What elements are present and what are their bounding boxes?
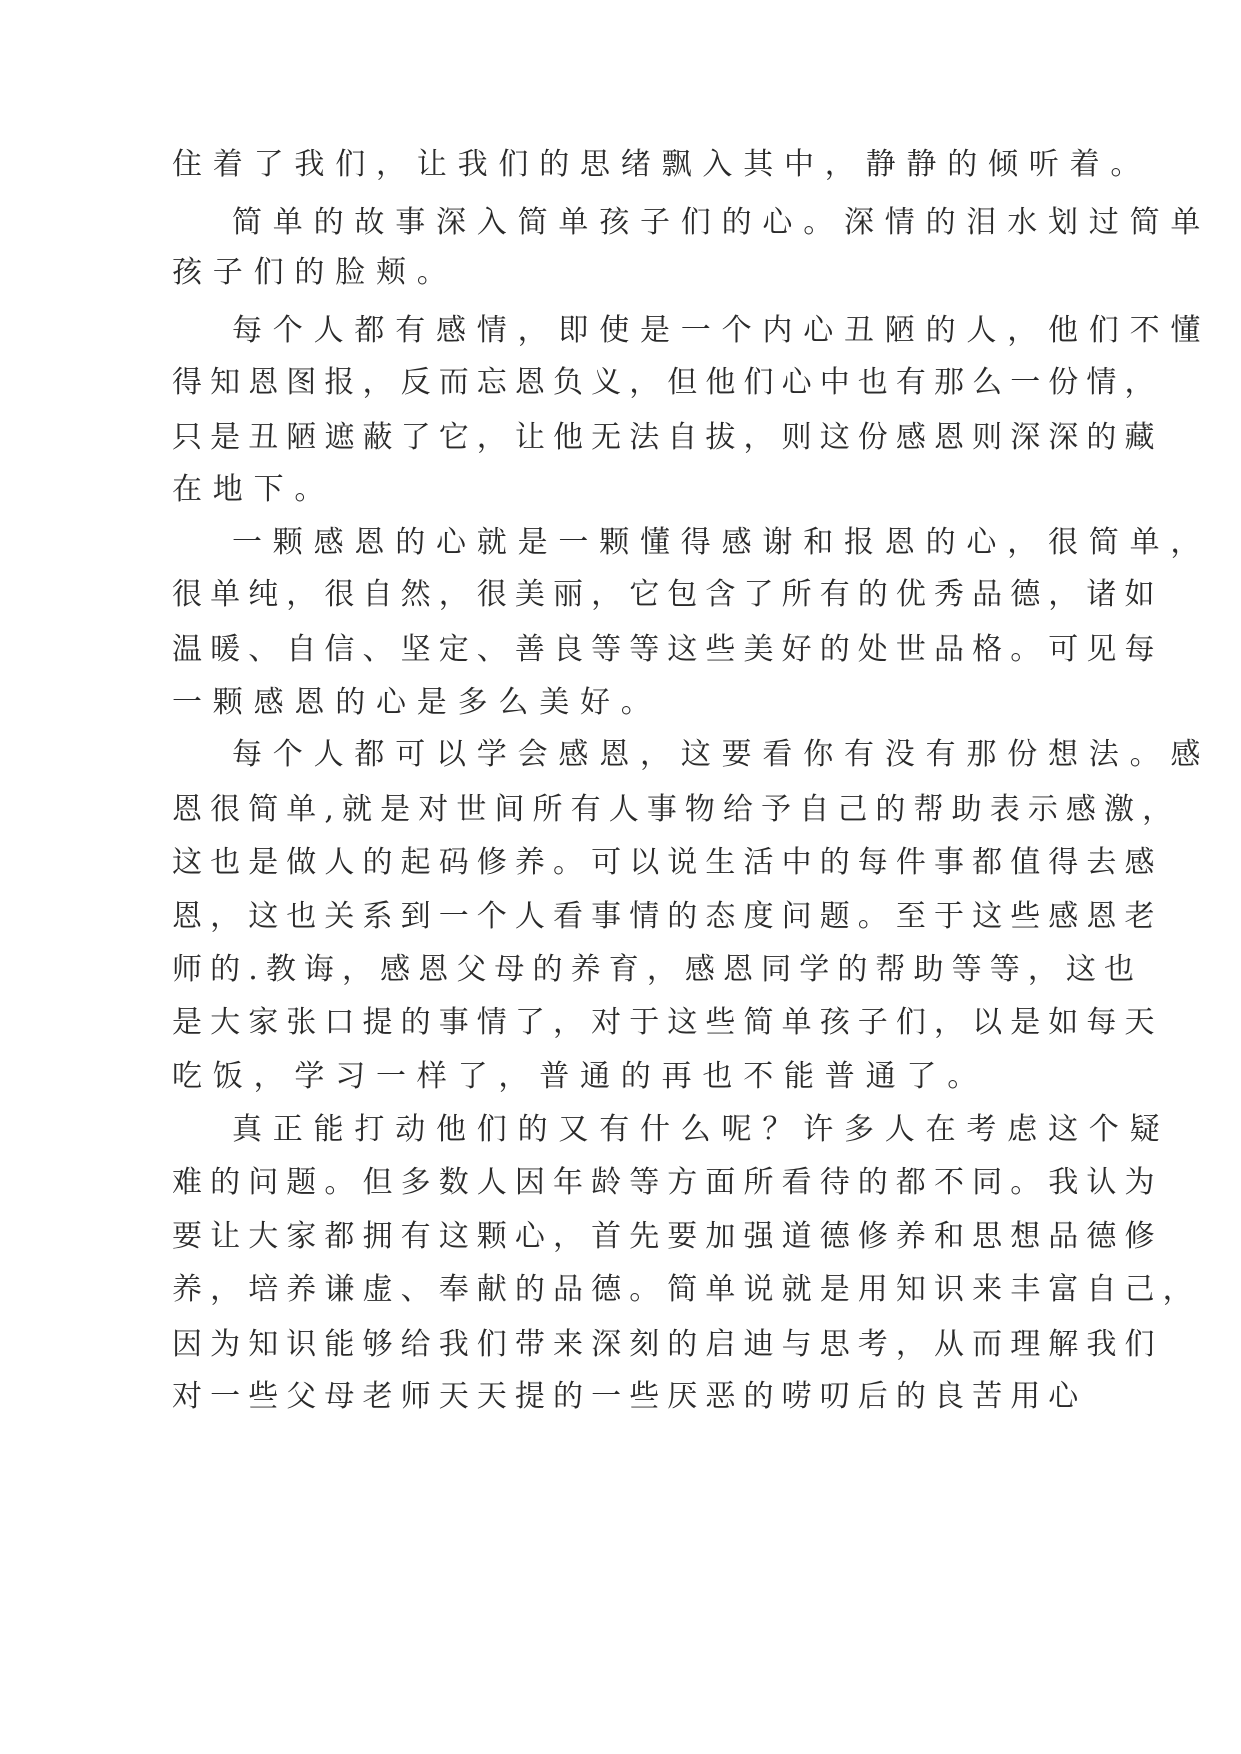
text-line: 恩很简单,就是对世间所有人事物给予自己的帮助表示感激， [172, 792, 1181, 827]
text-line: 很单纯，很自然，很美丽，它包含了所有的优秀品德，诸如 [172, 577, 1163, 612]
text-line: 这也是做人的起码修养。可以说生活中的每件事都值得去感 [172, 845, 1163, 880]
text-line: 一颗感恩的心是多么美好。 [172, 685, 662, 720]
paragraph-first-line: 一颗感恩的心就是一颗懂得感谢和报恩的心，很简单， [232, 525, 1212, 560]
text-line: 是大家张口提的事情了，对于这些简单孩子们，以是如每天 [172, 1005, 1163, 1040]
text-line: 恩，这也关系到一个人看事情的态度问题。至于这些感恩老 [172, 899, 1163, 934]
paragraph-first-line: 真正能打动他们的又有什么呢？许多人在考虑这个疑 [232, 1112, 1171, 1147]
paragraph-first-line: 简单的故事深入简单孩子们的心。深情的泪水划过简单 [232, 205, 1212, 240]
text-line: 孩子们的脸颊。 [172, 255, 458, 290]
text-line: 师的.教诲，感恩父母的养育，感恩同学的帮助等等，这也 [172, 952, 1143, 987]
text-line: 在地下。 [172, 472, 336, 507]
text-line: 住着了我们，让我们的思绪飘入其中，静静的倾听着。 [172, 147, 1152, 182]
text-line: 要让大家都拥有这颗心，首先要加强道德修养和思想品德修 [172, 1219, 1163, 1254]
paragraph-first-line: 每个人都有感情，即使是一个内心丑陋的人，他们不懂 [232, 313, 1212, 348]
text-line: 吃饭，学习一样了，普通的再也不能普通了。 [172, 1059, 988, 1094]
text-line: 只是丑陋遮蔽了它，让他无法自拔，则这份感恩则深深的藏 [172, 420, 1163, 455]
text-line: 难的问题。但多数人因年龄等方面所看待的都不同。我认为 [172, 1165, 1163, 1200]
text-line: 得知恩图报，反而忘恩负义，但他们心中也有那么一份情， [172, 365, 1163, 400]
text-line: 因为知识能够给我们带来深刻的启迪与思考，从而理解我们 [172, 1327, 1163, 1362]
text-line: 对一些父母老师天天提的一些厌恶的唠叨后的良苦用心 [172, 1379, 1087, 1414]
paragraph-first-line: 每个人都可以学会感恩，这要看你有没有那份想法。感 [232, 737, 1212, 772]
text-line: 温暖、自信、坚定、善良等等这些美好的处世品格。可见每 [172, 632, 1163, 667]
text-line: 养，培养谦虚、奉献的品德。简单说就是用知识来丰富自己， [172, 1272, 1201, 1307]
